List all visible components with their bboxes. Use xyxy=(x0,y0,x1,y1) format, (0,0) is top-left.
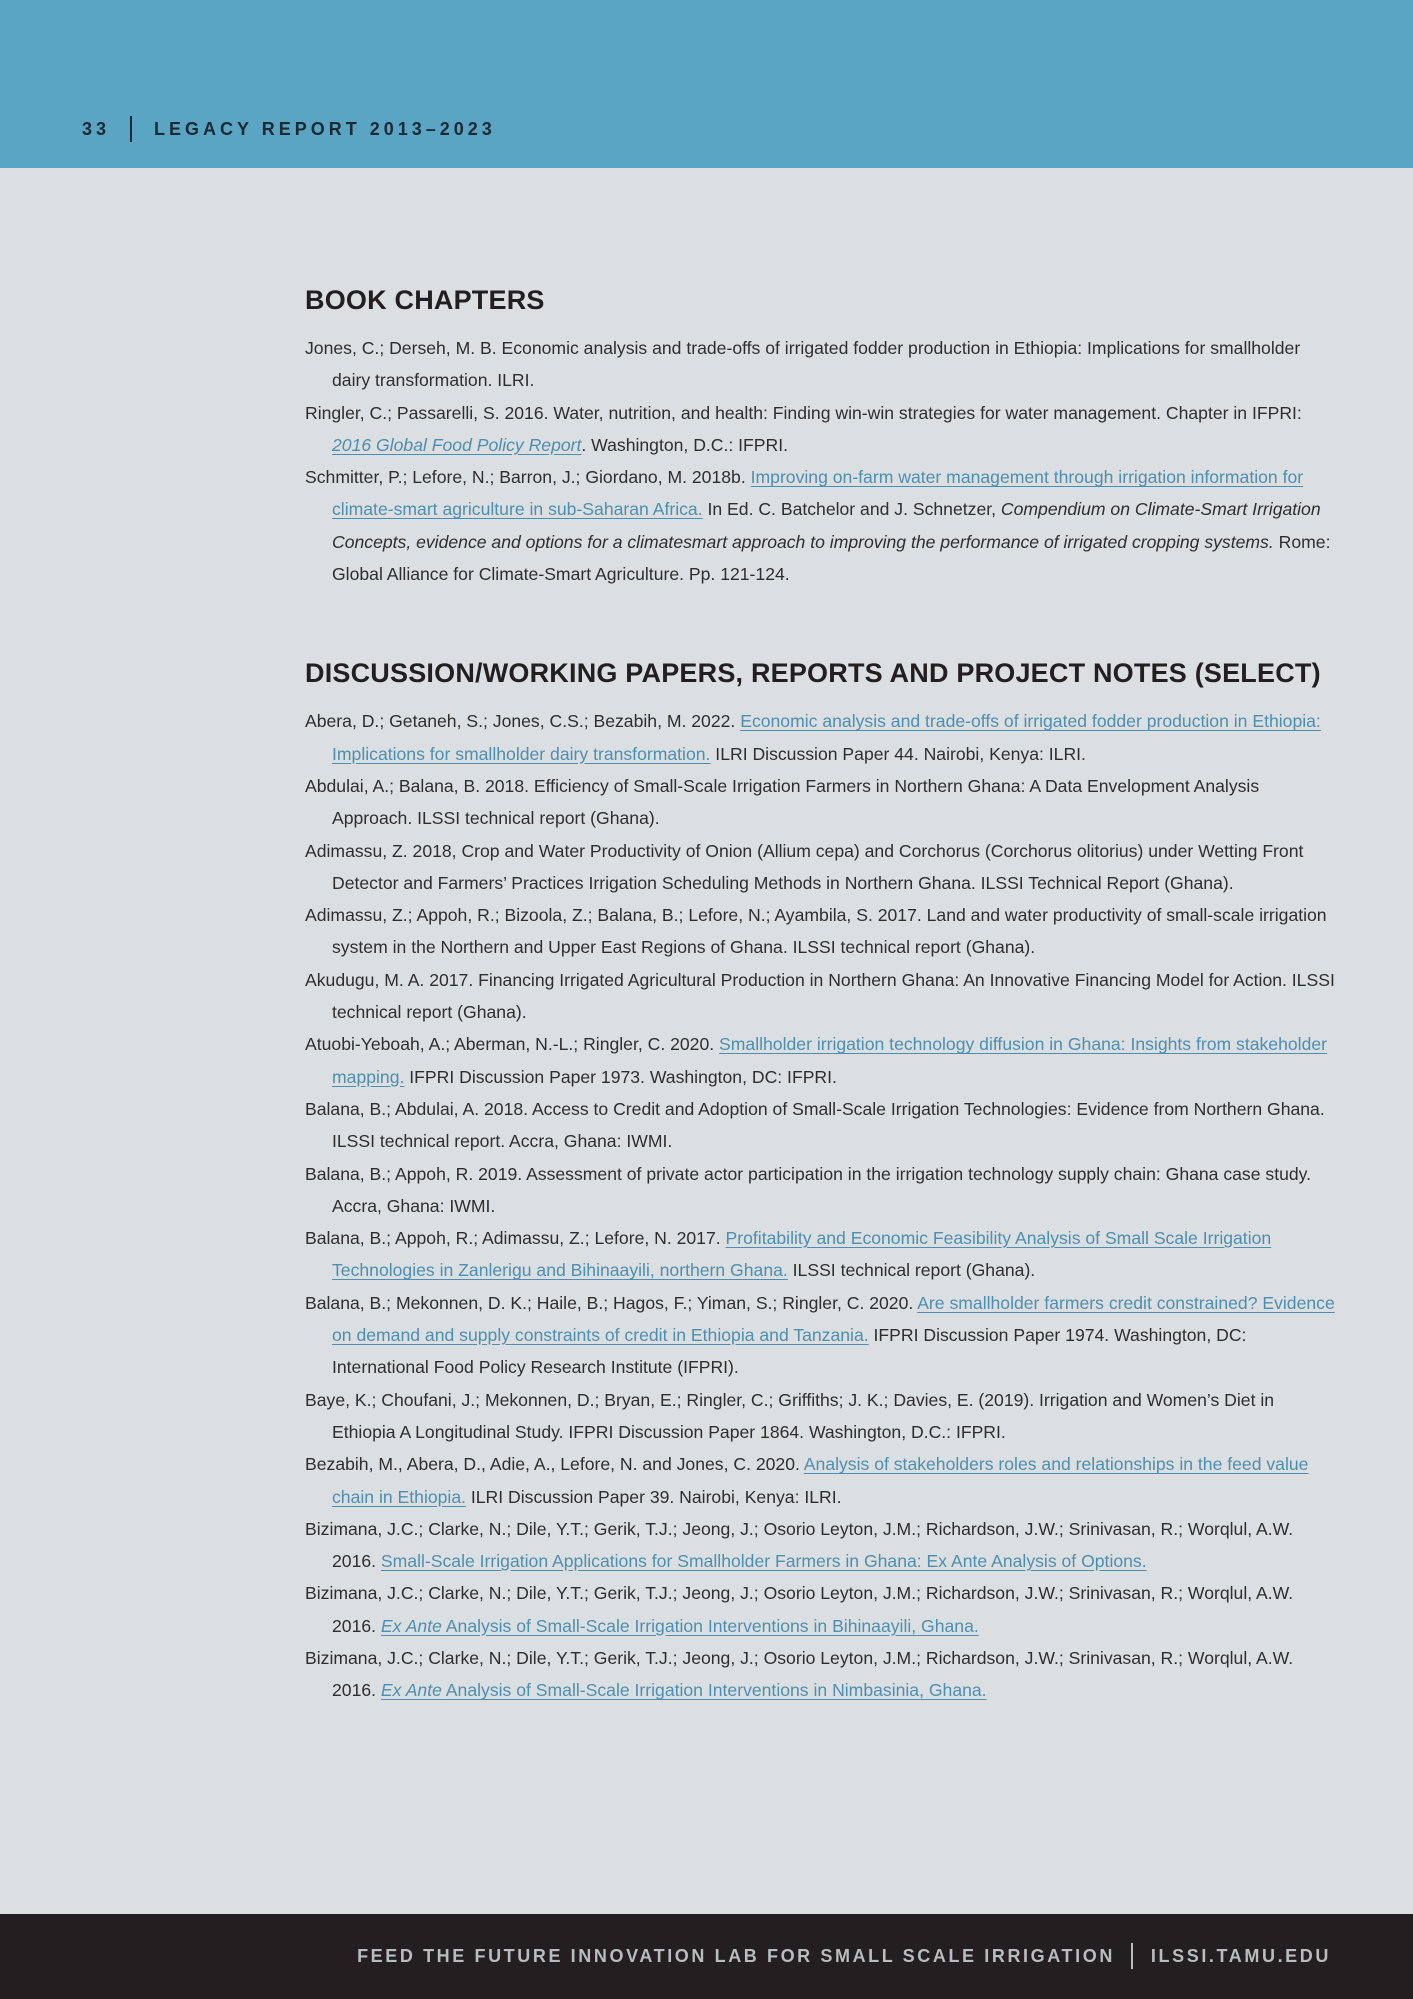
reference-link-text[interactable]: Analysis of Small-Scale Irrigation Interventions in Nimbasinia, Ghana. xyxy=(441,1680,987,1701)
reference-text: Bezabih, M., Abera, D., Adie, A., Lefore, N. and Jones, C. 2020. xyxy=(305,1454,804,1475)
footer-website[interactable]: ILSSI.TAMU.EDU xyxy=(1150,1945,1331,1966)
reference-text: Balana, B.; Mekonnen, D. K.; Haile, B.; Hagos, F.; Yiman, S.; Ringler, C. 2020. xyxy=(305,1292,918,1313)
reference-link-italic[interactable]: Ex Ante xyxy=(380,1680,442,1701)
papers-section xyxy=(305,658,1335,1706)
reference-link-text[interactable]: Are smallholder farmers credit constrained? Evidence on demand and supply constraints of credit in Ethiopia and Tanzania. xyxy=(332,1292,1335,1346)
footer-divider xyxy=(1131,1943,1133,1969)
reference-text: Adimassu, Z.; Appoh, R.; Bizoola, Z.; Balana, B.; Lefore, N.; Ayambila, S. 2017. Land and water productivity of small-scale irrigation system in the Northern and Upper East Regions of Ghana. ILSSI technical report (Ghana). xyxy=(305,905,1327,958)
reference-entry xyxy=(305,1513,1335,1578)
reference-link[interactable] xyxy=(381,1680,987,1700)
reference-entry xyxy=(305,899,1335,964)
reference-text: Balana, B.; Abdulai, A. 2018. Access to Credit and Adoption of Small-Scale Irrigation Technologies: Evidence from Northern Ghana. ILSSI technical report. Accra, Ghana: IWMI. xyxy=(305,1098,1325,1152)
reference-link-text[interactable]: 2016 Global Food Policy Report xyxy=(332,434,582,455)
reference-entry xyxy=(305,1384,1335,1449)
reference-text: Balana, B.; Appoh, R.; Adimassu, Z.; Lefore, N. 2017. xyxy=(305,1228,726,1249)
page-number: 33 xyxy=(82,118,111,139)
book-chapters-section xyxy=(305,285,1335,590)
footer-label xyxy=(357,1942,1331,1970)
reference-link-text[interactable]: Small-Scale Irrigation Applications for Smallholder Farmers in Ghana: Ex Ante Analysis of Options. xyxy=(380,1551,1147,1572)
book-chapters-list xyxy=(305,332,1335,590)
reference-entry xyxy=(305,461,1335,590)
reference-entry xyxy=(305,705,1335,770)
reference-entry xyxy=(305,1093,1335,1158)
reference-text: . Washington, D.C.: IFPRI. xyxy=(581,434,789,455)
reference-text: Ringler, C.; Passarelli, S. 2016. Water, nutrition, and health: Finding win-win strategies for water management. Chapter in IFPRI: xyxy=(305,402,1302,423)
book-chapters-heading: BOOK CHAPTERS xyxy=(305,285,545,315)
reference-entry xyxy=(305,770,1335,835)
reference-entry xyxy=(305,1448,1335,1513)
reference-link[interactable] xyxy=(381,1616,979,1636)
reference-text: Adimassu, Z. 2018, Crop and Water Productivity of Onion (Allium cepa) and Corchorus (Corchorus olitorius) under Wetting Front Detector and Farmers’ Practices Irrigation Scheduling Methods in Northern Ghana. ILSSI Technical Report (Ghana). xyxy=(305,840,1304,893)
reference-entry xyxy=(305,1577,1335,1642)
reference-link-text[interactable]: Analysis of stakeholders roles and relationships in the feed value chain in Ethiopia. xyxy=(332,1454,1309,1507)
papers-heading: DISCUSSION/WORKING PAPERS, REPORTS AND PROJECT NOTES (SELECT) xyxy=(305,658,1321,689)
reference-italic-title: Compendium on Climate-Smart Irrigation Concepts, evidence and options for a climatesmart approach to improving the performance of irrigated cropping systems. xyxy=(332,499,1321,552)
reference-link-text[interactable]: Smallholder irrigation technology diffusion in Ghana: Insights from stakeholder mapping. xyxy=(332,1034,1328,1087)
reference-link-italic[interactable]: Ex Ante xyxy=(380,1615,442,1636)
reference-entry xyxy=(305,1642,1335,1707)
reference-text: Balana, B.; Appoh, R. 2019. Assessment of private actor participation in the irrigation technology supply chain: Ghana case study. Accra, Ghana: IWMI. xyxy=(305,1163,1312,1216)
header-label xyxy=(82,116,496,142)
reference-entry xyxy=(305,835,1335,900)
reference-text: Jones, C.; Derseh, M. B. Economic analysis and trade-offs of irrigated fodder production in Ethiopia: Implications for smallholder dairy transformation. ILRI. xyxy=(305,338,1301,391)
reference-text: IFPRI Discussion Paper 1974. Washington, DC: International Food Policy Research Institute (IFPRI). xyxy=(332,1325,1247,1378)
reference-entry xyxy=(305,332,1335,397)
reference-text: Bizimana, J.C.; Clarke, N.; Dile, Y.T.; Gerik, T.J.; Jeong, J.; Osorio Leyton, J.M.; Richardson, J.W.; Srinivasan, R.; Worqlul, A.W. 2016. xyxy=(305,1583,1294,1636)
reference-entry xyxy=(305,1222,1335,1287)
reference-link-text[interactable]: Economic analysis and trade-offs of irrigated fodder production in Ethiopia: Implications for smallholder dairy transformation. xyxy=(332,711,1321,764)
reference-text: IFPRI Discussion Paper 1973. Washington, DC: IFPRI. xyxy=(404,1066,837,1087)
reference-link[interactable] xyxy=(381,1551,1147,1571)
page-footer xyxy=(0,1914,1413,1999)
report-title: LEGACY REPORT 2013–2023 xyxy=(154,118,496,139)
reference-text: Bizimana, J.C.; Clarke, N.; Dile, Y.T.; Gerik, T.J.; Jeong, J.; Osorio Leyton, J.M.; Richardson, J.W.; Srinivasan, R.; Worqlul, A.W. 2016. xyxy=(305,1647,1294,1701)
page-header xyxy=(0,0,1413,168)
reference-link[interactable] xyxy=(332,435,581,455)
papers-list xyxy=(305,705,1335,1706)
reference-link-text[interactable]: Improving on-farm water management through irrigation information for climate-smart agriculture in sub-Saharan Africa. xyxy=(332,467,1304,520)
reference-entry xyxy=(305,1028,1335,1093)
reference-entry xyxy=(305,1287,1335,1384)
reference-text: Baye, K.; Choufani, J.; Mekonnen, D.; Bryan, E.; Ringler, C.; Griffiths; J. K.; Davies, E. (2019). Irrigation and Women’s Diet in Ethiopia A Longitudinal Study. IFPRI Discussion Paper 1864. Washington, D.C.: IFPRI. xyxy=(305,1389,1275,1442)
main-content xyxy=(305,285,1335,1707)
reference-entry xyxy=(305,397,1335,462)
header-divider xyxy=(130,116,132,142)
reference-entry xyxy=(305,964,1335,1029)
reference-link-text[interactable]: Analysis of Small-Scale Irrigation Interventions in Bihinaayili, Ghana. xyxy=(441,1615,979,1636)
reference-text: Abera, D.; Getaneh, S.; Jones, C.S.; Bezabih, M. 2022. xyxy=(305,711,741,732)
reference-text: Bizimana, J.C.; Clarke, N.; Dile, Y.T.; Gerik, T.J.; Jeong, J.; Osorio Leyton, J.M.; Richardson, J.W.; Srinivasan, R.; Worqlul, A.W. 2016. xyxy=(305,1518,1294,1572)
reference-text: ILRI Discussion Paper 39. Nairobi, Kenya: ILRI. xyxy=(466,1486,842,1507)
reference-text: ILRI Discussion Paper 44. Nairobi, Kenya: ILRI. xyxy=(710,743,1086,764)
reference-text: Abdulai, A.; Balana, B. 2018. Efficiency of Small-Scale Irrigation Farmers in Northern Ghana: A Data Envelopment Analysis Approach. ILSSI technical report (Ghana). xyxy=(305,775,1260,829)
reference-link-text[interactable]: Profitability and Economic Feasibility Analysis of Small Scale Irrigation Technologies in Zanlerigu and Bihinaayili, northern Ghana. xyxy=(332,1228,1272,1281)
reference-entry xyxy=(305,1158,1335,1223)
reference-text: Rome: Global Alliance for Climate-Smart Agriculture. Pp. 121-124. xyxy=(332,531,1331,585)
footer-program: FEED THE FUTURE INNOVATION LAB FOR SMALL SCALE IRRIGATION xyxy=(357,1945,1115,1966)
reference-text: Schmitter, P.; Lefore, N.; Barron, J.; Giordano, M. 2018b. xyxy=(305,467,751,488)
reference-text: ILSSI technical report (Ghana). xyxy=(787,1260,1036,1281)
reference-text: In Ed. C. Batchelor and J. Schnetzer, xyxy=(702,499,1001,520)
reference-text: Akudugu, M. A. 2017. Financing Irrigated Agricultural Production in Northern Ghana: An Innovative Financing Model for Action. ILSSI technical report (Ghana). xyxy=(305,969,1335,1023)
reference-text: Atuobi-Yeboah, A.; Aberman, N.-L.; Ringler, C. 2020. xyxy=(305,1034,720,1055)
